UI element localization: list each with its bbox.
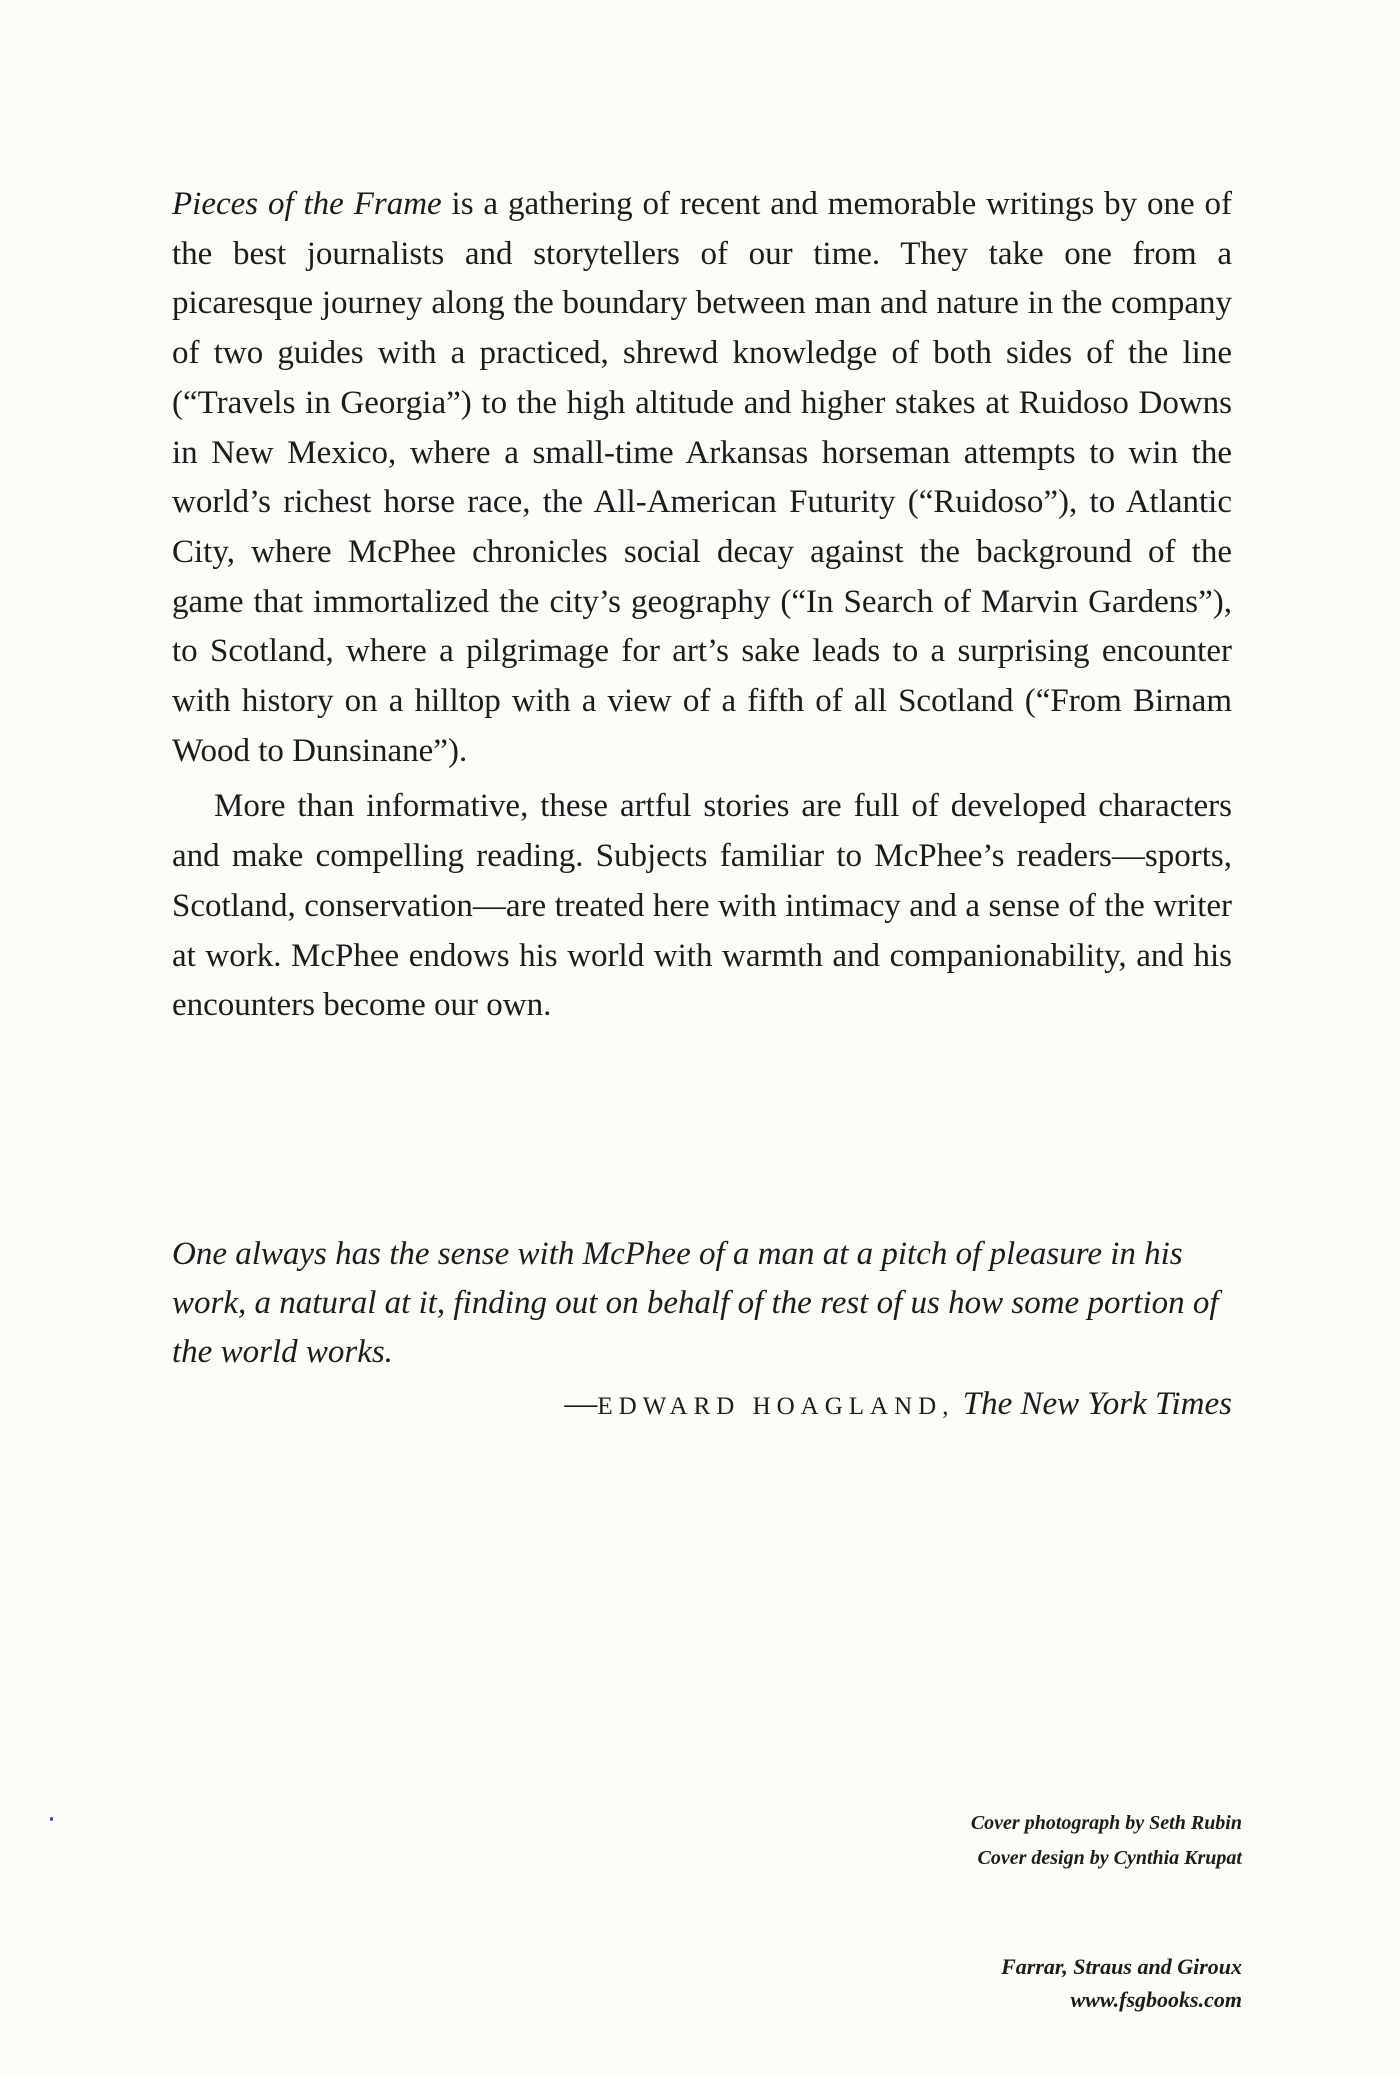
description-paragraph-1 xyxy=(172,180,1232,776)
description xyxy=(172,180,1232,1031)
print-speck xyxy=(50,1817,53,1821)
photo-credit: Cover photograph by Seth Rubin xyxy=(970,1812,1242,1834)
attribution-dash: — xyxy=(564,1386,598,1422)
review-attribution xyxy=(564,1380,1232,1431)
description-paragraph-1-text: is a gathering of recent and memorable writings by one of the best journalists and storytellers of our time. They take one from a picaresque journey along the boundary between man and nature in the company of two guides with a practiced, shrewd knowledge of both sides of the line (“Travels in Georgia”) to the high altitude and higher stakes at Ruidoso Downs in New Mexico, where a small-time Arkansas horseman attempts to win the world’s richest horse race, the All-American Futurity (“Ruidoso”), to Atlantic City, where McPhee chronicles social decay against the background of the game that immortalized the city’s geography (“In Search of Marvin Gardens”), to Scotland, where a pilgrimage for art’s sake leads to a surprising encounter with history on a hilltop with a view of a fifth of all Scotland (“From Birnam Wood to Dunsinane”). xyxy=(172,186,1232,769)
book-title: Pieces of the Frame xyxy=(172,186,442,222)
review-publication: The New York Times xyxy=(962,1386,1232,1422)
review-quote: One always has the sense with McPhee of a man at a pitch of pleasure in his work, a natural at it, finding out on behalf of the rest of us how some portion of the world works. xyxy=(172,1236,1219,1370)
cover-credits xyxy=(971,1806,1242,1876)
description-paragraph-2: More than informative, these artful stories are full of developed characters and make compelling reading. Subjects familiar to McPhee’s readers—sports, Scotland, conservation—are treated here with intimacy and a sense of the writer at work. McPhee endows his world with warmth and companionability, and his encounters become our own. xyxy=(172,788,1232,1024)
publisher-block xyxy=(1001,1950,1242,2016)
design-credit: Cover design by Cynthia Krupat xyxy=(977,1847,1242,1869)
reviewer-name: EDWARD HOAGLAND, xyxy=(597,1393,955,1420)
publisher-name: Farrar, Straus and Giroux xyxy=(1001,1954,1242,1979)
publisher-website: www.fsgbooks.com xyxy=(1070,1987,1242,2012)
